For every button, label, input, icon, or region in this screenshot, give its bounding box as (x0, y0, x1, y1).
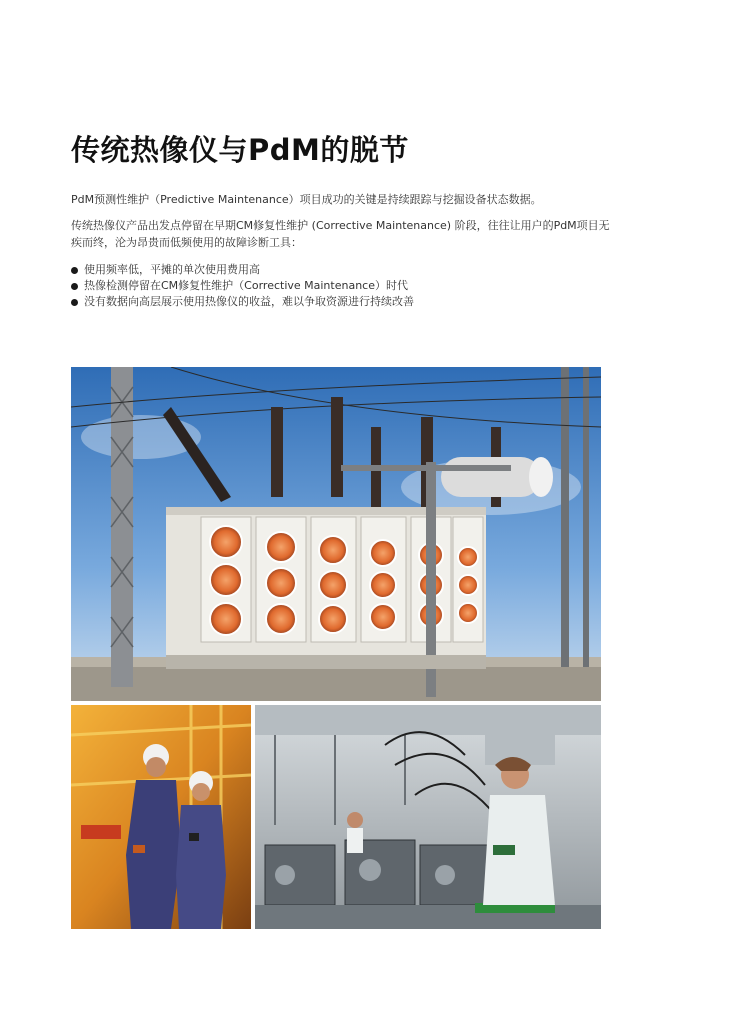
factory-photo (255, 705, 601, 929)
list-item (71, 294, 414, 310)
intro-paragraph: PdM预测性维护（Predictive Maintenance）项目成功的关键是持续跟踪与挖掘设备状态数据。 (71, 193, 542, 206)
list-item-text: 没有数据向高层展示使用热像仪的收益，难以争取资源进行持续改善 (84, 295, 414, 308)
substation-photo (71, 367, 601, 701)
list-item (71, 278, 414, 294)
description-paragraph: 传统热像仪产品出发点停留在早期CM修复性维护 (Corrective Maintenance) 阶段，往往让用户的PdM项目无疾而终，沦为昂贵而低频使用的故障诊断工具： (71, 219, 610, 249)
list-item-text: 热像检测停留在CM修复性维护（Corrective Maintenance）时代 (84, 279, 408, 292)
issue-list (71, 262, 414, 310)
page-title: 传统热像仪与PdM的脱节 (71, 133, 409, 167)
list-item-text: 使用频率低，平摊的单次使用费用高 (84, 263, 260, 276)
workers-photo (71, 705, 251, 929)
bullet-icon (71, 267, 78, 274)
bullet-icon (71, 299, 78, 306)
bullet-icon (71, 283, 78, 290)
list-item (71, 262, 414, 278)
